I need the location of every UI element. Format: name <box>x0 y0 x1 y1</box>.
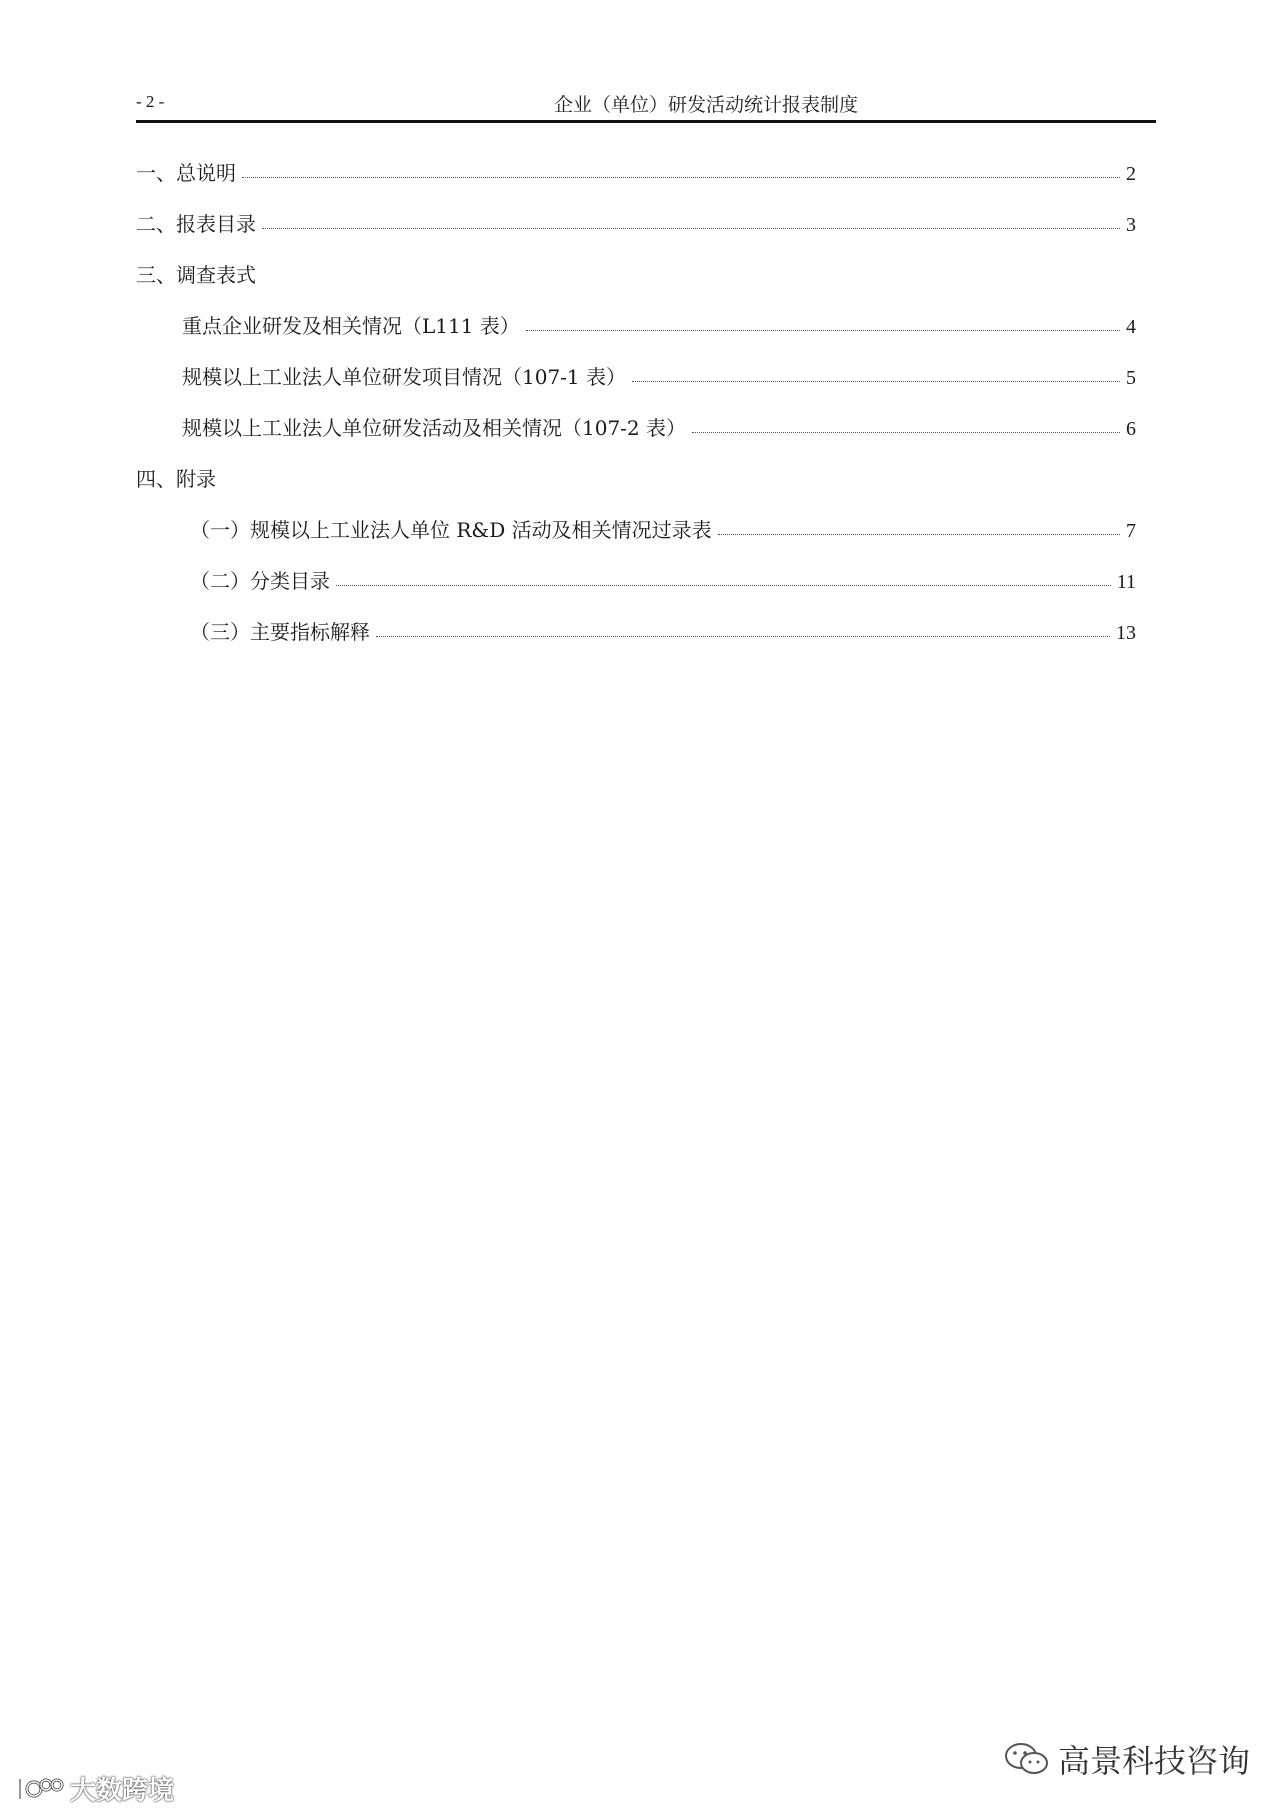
toc-section-heading <box>136 464 216 494</box>
dot-leader <box>262 228 1120 229</box>
toc-entry-page: 3 <box>1126 214 1136 236</box>
dot-leader <box>242 177 1120 178</box>
toc-entry[interactable] <box>182 362 1136 392</box>
toc-entry-label: （三）主要指标解释 <box>190 620 370 644</box>
dot-leader <box>526 330 1120 331</box>
dot-leader <box>376 636 1110 637</box>
toc-entry-label: 一、总说明 <box>136 161 236 185</box>
page-number: - 2 - <box>136 92 165 111</box>
toc-entry-label: 规模以上工业法人单位研发活动及相关情况（107-2 表） <box>182 416 687 440</box>
toc-entry[interactable] <box>190 566 1136 596</box>
toc-entry-label: （一）规模以上工业法人单位 R&D 活动及相关情况过录表 <box>190 518 712 542</box>
toc-entry-label: （二）分类目录 <box>190 569 330 593</box>
toc-entry[interactable] <box>190 617 1136 647</box>
toc-entry[interactable] <box>136 209 1136 239</box>
dot-leader <box>718 534 1120 535</box>
toc-entry-page: 2 <box>1126 163 1136 185</box>
toc-entry-label: 规模以上工业法人单位研发项目情况（107-1 表） <box>182 365 627 389</box>
toc-section-heading <box>136 260 256 290</box>
wechat-account-watermark <box>1004 1736 1250 1782</box>
toc-entry-label: 四、附录 <box>136 467 216 491</box>
toc-entry-page: 4 <box>1126 316 1136 338</box>
toc-entry[interactable] <box>182 413 1136 443</box>
logo-icon <box>14 1773 66 1805</box>
toc-entry[interactable] <box>190 515 1136 545</box>
toc-entry-label: 重点企业研发及相关情况（L111 表） <box>182 314 520 338</box>
toc-entry-label: 三、调查表式 <box>136 263 256 287</box>
watermark-left-text: 大数跨境 <box>70 1776 175 1806</box>
dot-leader <box>692 432 1120 433</box>
watermark-right-text: 高景科技咨询 <box>1057 1742 1250 1780</box>
toc-entry[interactable] <box>136 158 1136 188</box>
toc-entry-page: 6 <box>1126 418 1136 440</box>
site-watermark <box>14 1770 174 1807</box>
toc-entry-page: 11 <box>1116 571 1136 593</box>
dot-leader <box>336 585 1111 586</box>
toc-entry-page: 7 <box>1126 520 1136 542</box>
document-title: 企业（单位）研发活动统计报表制度 <box>553 94 858 116</box>
toc-entry-page: 13 <box>1116 622 1136 644</box>
toc-entry-label: 二、报表目录 <box>136 212 256 236</box>
toc-entry-page: 5 <box>1126 367 1136 389</box>
wechat-icon <box>1004 1742 1050 1776</box>
page-header <box>136 86 1156 123</box>
toc-entry[interactable] <box>182 311 1136 341</box>
dot-leader <box>632 381 1120 382</box>
